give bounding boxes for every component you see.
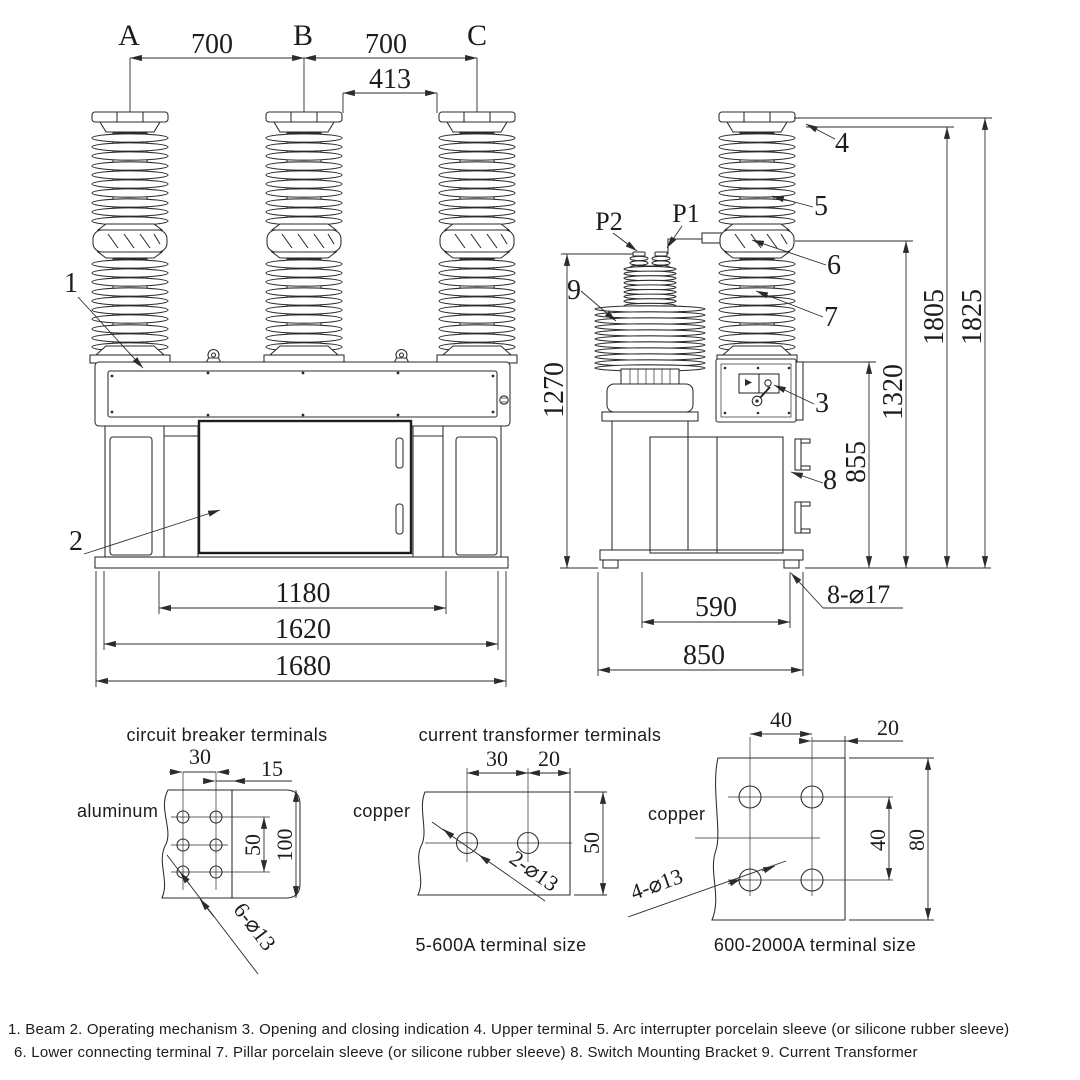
terminal-plate	[712, 758, 845, 920]
dim-gap-413	[343, 64, 437, 113]
material-aluminum: aluminum	[77, 801, 159, 821]
phase-label-a: A	[118, 19, 140, 52]
material-copper-ct: copper	[353, 801, 411, 821]
mechanism-cabinet	[95, 421, 508, 568]
pole-c	[437, 112, 517, 363]
dim-590: 590	[695, 592, 737, 623]
cb-dim-100: 100	[272, 828, 297, 862]
terminal-label-p2: P2	[595, 207, 623, 236]
side-view	[539, 112, 992, 676]
base-channel	[95, 557, 508, 568]
lg-dim-20: 20	[877, 715, 899, 740]
side-cabinet	[600, 437, 810, 568]
ct-dim-20: 20	[538, 746, 560, 771]
pole-a	[90, 112, 170, 363]
part-ref-5: 5	[814, 191, 828, 222]
part-ref-4: 4	[835, 128, 849, 159]
cb-holes-note: 6-⌀13	[228, 897, 282, 956]
side-bottom-dimensions	[598, 572, 903, 676]
lg-caption: 600-2000A terminal size	[713, 935, 917, 955]
dim-700-bc: 700	[365, 29, 407, 60]
cabinet-door	[199, 421, 411, 553]
ct-dim-30: 30	[486, 746, 508, 771]
lg-dim-80: 80	[904, 829, 929, 851]
cb-dim-30: 30	[189, 744, 211, 769]
front-view	[64, 19, 517, 687]
lg-dim-40v: 40	[865, 829, 890, 851]
part-ref-8: 8	[823, 465, 837, 496]
legend	[8, 1021, 1009, 1061]
ct-holes-note: 2-⌀13	[505, 845, 564, 897]
dim-1620: 1620	[275, 614, 331, 645]
part-ref-1: 1	[64, 268, 78, 299]
note-8-d17: 8-⌀17	[827, 580, 891, 609]
lg-dim-40: 40	[770, 707, 792, 732]
terminal-label-p1: P1	[672, 199, 700, 228]
phase-label-b: B	[292, 19, 314, 52]
part-ref-9: 9	[567, 275, 581, 306]
side-pillar	[717, 112, 797, 363]
dim-1270: 1270	[539, 362, 570, 418]
dim-1805: 1805	[919, 289, 950, 345]
dim-855: 855	[841, 441, 872, 483]
detail-large-terminals	[627, 707, 934, 955]
cb-dim-50: 50	[240, 834, 265, 856]
primary-link	[668, 233, 724, 254]
material-copper-large: copper	[648, 804, 706, 824]
detail-ct-title: current transformer terminals	[418, 725, 662, 745]
dim-1680: 1680	[275, 651, 331, 682]
side-base	[600, 550, 803, 560]
detail-cb-title: circuit breaker terminals	[126, 725, 328, 745]
lifting-lug-right	[395, 350, 409, 363]
ref-mechanism-callout	[69, 510, 220, 557]
dim-850: 850	[683, 640, 725, 671]
bracket-channel-top	[795, 439, 810, 470]
part-ref-7: 7	[824, 302, 838, 333]
cb-dim-15: 15	[261, 756, 283, 781]
dim-1825: 1825	[957, 289, 988, 345]
part-ref-3: 3	[815, 388, 829, 419]
pole-b	[264, 112, 344, 363]
front-bottom-dimensions	[96, 571, 506, 687]
phase-label-c: C	[466, 19, 488, 52]
legend-line-1: 1. Beam 2. Operating mechanism 3. Opening and closing indication 4. Upper terminal 5. Arc interrupter porcelain sleeve (or silicone rubber sleeve)	[8, 1021, 1010, 1038]
ct-caption: 5-600A terminal size	[415, 935, 587, 955]
ct-dim-50: 50	[579, 832, 604, 854]
part-ref-6: 6	[827, 250, 841, 281]
lifting-lug-left	[207, 350, 221, 363]
part-ref-2: 2	[69, 526, 83, 557]
detail-circuit-breaker-terminals	[77, 725, 328, 974]
bracket-channel-bottom	[795, 502, 810, 533]
dim-413: 413	[369, 64, 411, 95]
lg-holes-note: 4-⌀13	[627, 863, 686, 905]
dim-1320: 1320	[878, 364, 909, 420]
dim-700-ab: 700	[191, 29, 233, 60]
dim-1180: 1180	[275, 578, 331, 609]
detail-current-transformer-terminals	[353, 725, 661, 955]
mounting-bracket	[716, 359, 803, 422]
legend-line-2: 6. Lower connecting terminal 7. Pillar porcelain sleeve (or silicone rubber sleeve) 8. Switch Mounting Bracket 9. Current Transformer	[14, 1044, 918, 1061]
